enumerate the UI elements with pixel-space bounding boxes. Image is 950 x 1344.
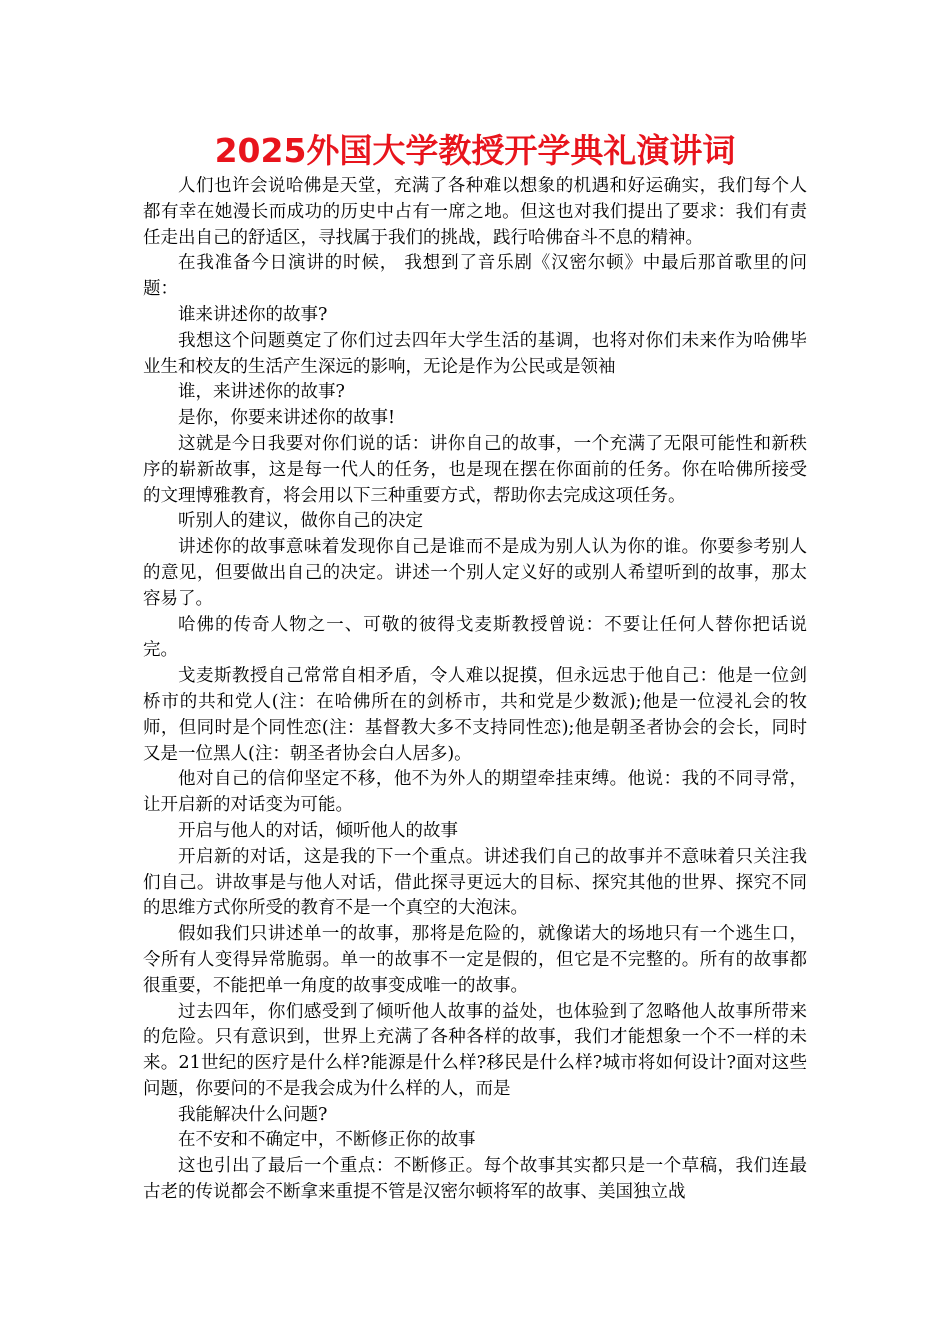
paragraph: 这也引出了最后一个重点：不断修正。每个故事其实都只是一个草稿，我们连最古老的传说都会不断拿来重提不管是汉密尔顿将军的故事、美国独立战 bbox=[143, 1156, 807, 1203]
paragraph: 过去四年，你们感受到了倾听他人故事的益处，也体验到了忽略他人故事所带来的危险。只有意识到，世界上充满了各种各样的故事，我们才能想象一个不一样的未来。21世纪的医疗是什么样?能源是什么样?移民是什么样?城市将如何设计?面对这些问题，你要问的不是我会成为什么样的人，而是 bbox=[143, 1001, 807, 1099]
paragraph: 我能解决什么问题? bbox=[178, 1104, 328, 1125]
paragraph: 谁来讲述你的故事? bbox=[178, 304, 328, 325]
paragraph: 我想这个问题奠定了你们过去四年大学生活的基调，也将对你们未来作为哈佛毕业生和校友的生活产生深远的影响，无论是作为公民或是领袖 bbox=[143, 330, 807, 377]
section-heading: 开启与他人的对话，倾听他人的故事 bbox=[178, 820, 458, 841]
paragraph: 假如我们只讲述单一的故事，那将是危险的，就像诺大的场地只有一个逃生口，令所有人变得异常脆弱。单一的故事不一定是假的，但它是不完整的。所有的故事都很重要，不能把单一角度的故事变成唯一的故事。 bbox=[143, 924, 807, 996]
paragraph: 在我准备今日演讲的时候， 我想到了音乐剧《汉密尔顿》中最后那首歌里的问题： bbox=[143, 253, 807, 300]
paragraph: 这就是今日我要对你们说的话：讲你自己的故事，一个充满了无限可能性和新秩序的崭新故事，这是每一代人的任务，也是现在摆在你面前的任务。你在哈佛所接受的文理博雅教育，将会用以下三种重要方式，帮助你去完成这项任务。 bbox=[143, 433, 807, 506]
document-title: 2025外国大学教授开学典礼演讲词 bbox=[214, 131, 736, 170]
paragraph: 是你，你要来讲述你的故事! bbox=[178, 408, 396, 429]
paragraph: 人们也许会说哈佛是天堂，充满了各种难以想象的机遇和好运确实，我们每个人都有幸在她漫长而成功的历史中占有一席之地。但这也对我们提出了要求：我们有责任走出自己的舒适区，寻找属于我们的挑战，践行哈佛奋斗不息的精神。 bbox=[143, 176, 807, 248]
paragraph: 戈麦斯教授自己常常自相矛盾，令人难以捉摸，但永远忠于他自己：他是一位剑桥市的共和党人(注：在哈佛所在的剑桥市，共和党是少数派);他是一位浸礼会的牧师，但同时是个同性恋(注：基督教大多不支持同性恋);他是朝圣者协会的会长，同时又是一位黑人(注：朝圣者协会白人居多)。 bbox=[143, 666, 807, 764]
paragraph: 讲述你的故事意味着发现你自己是谁而不是成为别人认为你的谁。你要参考别人的意见，但要做出自己的决定。讲述一个别人定义好的或别人希望听到的故事，那太容易了。 bbox=[143, 537, 807, 609]
paragraph: 哈佛的传奇人物之一、可敬的彼得戈麦斯教授曾说：不要让任何人替你把话说完。 bbox=[143, 614, 807, 661]
section-heading: 听别人的建议，做你自己的决定 bbox=[178, 511, 423, 532]
paragraph: 谁，来讲述你的故事? bbox=[178, 382, 345, 403]
section-heading: 在不安和不确定中，不断修正你的故事 bbox=[178, 1130, 476, 1151]
paragraph: 他对自己的信仰坚定不移，他不为外人的期望牵挂束缚。他说：我的不同寻常，让开启新的对话变为可能。 bbox=[143, 769, 807, 816]
document-body bbox=[143, 174, 807, 1206]
paragraph: 开启新的对话，这是我的下一个重点。讲述我们自己的故事并不意味着只关注我们自己。讲故事是与他人对话，借此探寻更远大的目标、探究其他的世界、探究不同的思维方式你所受的教育不是一个真空的大泡沫。 bbox=[143, 846, 807, 919]
